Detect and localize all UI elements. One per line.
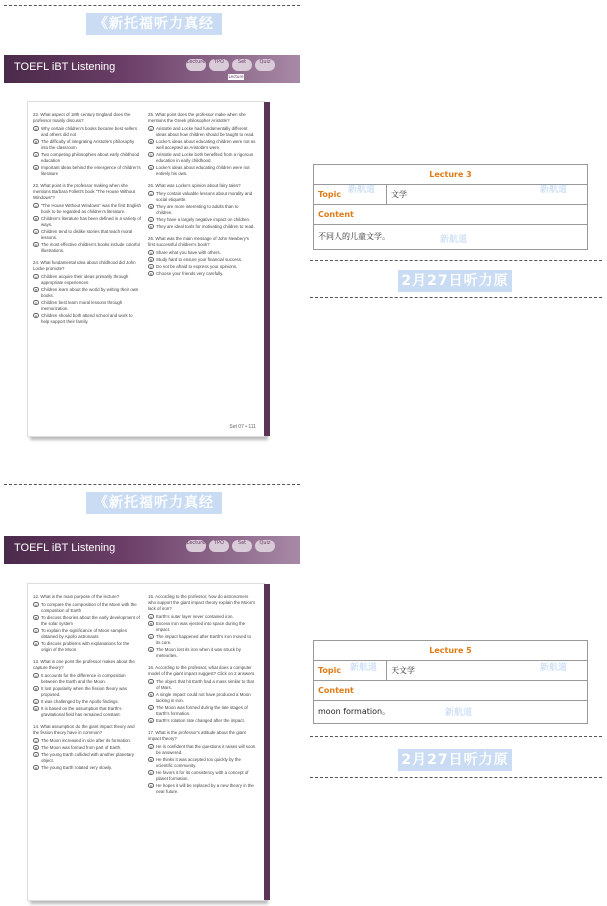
- option-bubble-icon: C: [34, 153, 38, 157]
- watermark: 新航道: [445, 708, 473, 718]
- answer-option: [148, 679, 256, 691]
- book-title: TOEFL iBT Listening: [14, 61, 116, 73]
- option-text: They contain valuable lessons about morality and social etiquette.: [156, 191, 253, 202]
- option-text: Children tend to dislike stories that teach moral lessons.: [41, 229, 133, 240]
- question-text: 26. What was the main message of John Newbery's first successful children's book?: [148, 236, 249, 247]
- question-text: 22. What aspect of 18th century England does the professor mainly discuss?: [33, 112, 131, 123]
- option-text: It was challenged by the Apollo findings.: [41, 699, 119, 704]
- option-text: Why certain children's books became best sellers and others did not: [41, 126, 138, 137]
- option-bubble-icon: B: [34, 288, 37, 292]
- book-header-2: [4, 536, 300, 564]
- option-bubble-icon: A: [149, 251, 152, 255]
- option-bubble-icon: A: [149, 192, 152, 196]
- answer-option: [33, 152, 141, 164]
- option-bubble-icon: A: [34, 674, 37, 678]
- answer-option: [148, 621, 256, 633]
- answer-option: [148, 224, 256, 230]
- answer-option: [148, 744, 256, 756]
- watermark: 新航道: [440, 235, 468, 245]
- option-bubble-icon: A: [149, 745, 152, 749]
- question-block: [148, 236, 256, 277]
- option-bubble-icon: D: [149, 784, 153, 788]
- option-text: Locke's ideas about educating children were not entirely his own.: [156, 165, 250, 176]
- option-text: Children learn about the world by writing their own books.: [41, 287, 139, 298]
- book-banner-1: 《新托福听力真经6》: [86, 13, 222, 35]
- header-pill: Lecture: [186, 59, 206, 71]
- book-banner-2: 《新托福听力真经6》: [86, 492, 222, 514]
- option-bubble-icon: B: [149, 205, 152, 209]
- answer-option: [148, 139, 256, 151]
- answer-option: [33, 673, 141, 685]
- question-text: 12. What is the main purpose of the lecture?: [33, 594, 120, 599]
- header-pill: TPO: [209, 59, 229, 71]
- question-text: 26. What was Locke's opinion about fairy tales?: [148, 183, 241, 188]
- option-text: Do not be afraid to express your opinions.: [156, 264, 238, 269]
- divider: [310, 297, 602, 298]
- divider: [310, 736, 602, 737]
- option-text: It accounts for the difference in composition between the Earth and the Moon.: [41, 673, 126, 684]
- option-text: A single impact could not have produced a Moon lacking in iron.: [156, 692, 251, 703]
- question-text: 23. What point is the professor making when she mentions Barbara Follett's book "The House Without Windows"?: [33, 183, 135, 200]
- question-text: 15. According to the professor, how do astronomers who support the giant impact theory explain the Moon's lack of iron?: [148, 594, 256, 611]
- answer-option: [33, 686, 141, 698]
- option-text: Earth's outer layer never contained iron.: [156, 614, 234, 619]
- content-label: Content: [318, 686, 354, 695]
- option-bubble-icon: B: [34, 687, 37, 691]
- option-bubble-icon: D: [149, 719, 153, 723]
- option-bubble-icon: C: [34, 230, 38, 234]
- answer-option: [33, 765, 141, 771]
- option-text: He favors it for its consistency with a concept of planet formation.: [156, 770, 249, 781]
- header-pill: TPO: [209, 540, 229, 552]
- option-text: Children acquire their ideas primarily through appropriate experiences.: [41, 274, 129, 285]
- divider-top: [4, 5, 300, 6]
- question-text: 14. What assumption do the giant impact theory and the fission theory have in common?: [33, 724, 135, 735]
- header-sub-badge: Lecture: [228, 74, 244, 79]
- option-text: They are more interesting to adults than to children.: [156, 204, 239, 215]
- answer-option: [148, 757, 256, 769]
- option-text: Aristotle and Locke both benefited from a rigorous education in early childhood.: [156, 152, 254, 163]
- option-bubble-icon: A: [34, 739, 37, 743]
- answer-option: [148, 257, 256, 263]
- option-bubble-icon: D: [149, 272, 153, 276]
- option-text: Children best learn moral lessons through memorization.: [41, 300, 123, 311]
- date-banner-1: 2月27日听力原题: [398, 270, 512, 292]
- question-column-right: [148, 594, 256, 801]
- content-label: Content: [318, 210, 354, 219]
- content-value: 不同人的儿童文学。: [318, 232, 390, 241]
- answer-option: [33, 602, 141, 614]
- answer-option: [33, 229, 141, 241]
- header-pill: Set: [232, 59, 252, 71]
- option-bubble-icon: B: [149, 622, 152, 626]
- question-text: 17. What is the professor's attitude about the giant impact theory?: [148, 730, 246, 741]
- answer-option: [33, 300, 141, 312]
- answer-option: [33, 216, 141, 228]
- answer-option: [148, 250, 256, 256]
- answer-option: [33, 752, 141, 764]
- answer-option: [148, 692, 256, 704]
- option-bubble-icon: B: [149, 258, 152, 262]
- option-bubble-icon: B: [149, 140, 152, 144]
- answer-option: [148, 718, 256, 724]
- option-text: He is confident that the questions it raises will soon be answered.: [156, 744, 256, 755]
- question-text: 13. What is one point the professor makes about the capture theory?: [33, 659, 135, 670]
- option-text: Study hard to ensure your financial success.: [156, 257, 243, 262]
- question-column-left: [33, 594, 141, 777]
- answer-option: [148, 634, 256, 646]
- answer-option: [33, 242, 141, 254]
- book-header-1: [4, 55, 300, 83]
- topic-value: 文学: [391, 190, 407, 199]
- question-block: [148, 112, 256, 177]
- header-pill: Quiz: [255, 540, 275, 552]
- option-bubble-icon: D: [34, 243, 38, 247]
- option-text: To discuss problems with explanations for the origin of the Moon: [41, 641, 130, 652]
- option-text: To compare the composition of the Moon with the composition of Earth: [41, 602, 137, 613]
- question-column-right: [148, 112, 256, 283]
- option-text: The young Earth rotated very slowly.: [41, 765, 112, 770]
- question-column-left: [33, 112, 141, 331]
- header-pill: Quiz: [255, 59, 275, 71]
- option-bubble-icon: D: [149, 225, 153, 229]
- answer-option: [33, 165, 141, 177]
- question-block: [148, 665, 256, 724]
- option-text: The most effective children's books include colorful illustrations.: [41, 242, 140, 253]
- book-page-1: [27, 101, 265, 437]
- answer-option: [33, 313, 141, 325]
- option-text: The Moon lost its iron when it was struck by meteorites.: [156, 647, 241, 658]
- option-text: The object that hit Earth had a mass similar to that of Mars.: [156, 679, 254, 690]
- answer-option: [148, 647, 256, 659]
- answer-option: [33, 738, 141, 744]
- option-text: Excess iron was ejected into space during the impact.: [156, 621, 246, 632]
- option-bubble-icon: D: [34, 766, 38, 770]
- answer-option: [148, 770, 256, 782]
- option-bubble-icon: D: [34, 314, 38, 318]
- option-bubble-icon: A: [34, 204, 37, 208]
- option-bubble-icon: D: [34, 642, 38, 646]
- topic-label: Topic: [314, 661, 387, 680]
- answer-option: [33, 641, 141, 653]
- option-bubble-icon: B: [149, 693, 152, 697]
- page-edge: [264, 102, 270, 436]
- answer-option: [33, 287, 141, 299]
- option-text: They have a largely negative impact on children.: [156, 217, 251, 222]
- answer-option: [148, 614, 256, 620]
- option-text: Locke's ideas about educating children were not as well accepted as Aristotle's were.: [156, 139, 256, 150]
- book-title: TOEFL iBT Listening: [14, 542, 116, 554]
- option-text: It lost popularity when the fission theory was proposed.: [41, 686, 127, 697]
- question-block: [33, 112, 141, 177]
- option-bubble-icon: C: [149, 265, 153, 269]
- question-text: 25. What point does the professor make when she mentions the Greek philosopher Aristotle?: [148, 112, 246, 123]
- option-text: Aristotle and Locke had fundamentally different ideas about how children should be taught to read.: [156, 126, 255, 137]
- answer-option: [148, 217, 256, 223]
- question-block: [33, 659, 141, 718]
- option-bubble-icon: B: [34, 616, 37, 620]
- header-pill: Set: [232, 540, 252, 552]
- content-value: moon formation。: [318, 707, 391, 716]
- question-text: 24. What fundamental idea about childhood did John Locke promote?: [33, 260, 136, 271]
- option-bubble-icon: A: [149, 127, 152, 131]
- question-block: [33, 183, 141, 254]
- answer-option: [148, 152, 256, 164]
- option-text: The Moon was formed during the late stages of Earth's formation.: [156, 705, 248, 716]
- option-text: The impact happened after Earth's iron moved to its core.: [156, 634, 252, 645]
- option-text: The difficulty of integrating Aristotle's philosophy into the classroom: [41, 139, 135, 150]
- option-bubble-icon: D: [34, 707, 38, 711]
- option-bubble-icon: B: [34, 140, 37, 144]
- option-bubble-icon: D: [149, 166, 153, 170]
- question-block: [148, 183, 256, 230]
- option-bubble-icon: C: [34, 753, 38, 757]
- page-edge: [264, 584, 270, 900]
- divider: [310, 260, 602, 261]
- answer-option: [148, 191, 256, 203]
- option-text: Children's literature has been defined in a variety of ways.: [41, 216, 141, 227]
- option-bubble-icon: D: [149, 648, 153, 652]
- option-bubble-icon: C: [149, 218, 153, 222]
- card-header: Lecture 3: [314, 165, 587, 185]
- option-bubble-icon: B: [149, 758, 152, 762]
- watermark: 新航道: [350, 663, 378, 673]
- answer-option: [148, 783, 256, 795]
- option-text: To explain the significance of Moon samples obtained by Apollo astronauts: [41, 628, 127, 639]
- watermark: 新航道: [540, 663, 568, 673]
- answer-option: [33, 706, 141, 718]
- option-text: Children should both attend school and work to help support their family.: [41, 313, 133, 324]
- option-text: Two competing philosophies about early childhood education: [41, 152, 140, 163]
- option-text: He hopes it will be replaced by a new theory in the near future.: [156, 783, 254, 794]
- answer-option: [148, 705, 256, 717]
- watermark: 新航道: [540, 185, 568, 195]
- question-block: [33, 594, 141, 653]
- watermark: 新航道: [348, 185, 376, 195]
- answer-option: [148, 271, 256, 277]
- option-text: The young Earth collided with another planetary object.: [41, 752, 134, 763]
- answer-option: [148, 264, 256, 270]
- option-text: He thinks it was accepted too quickly by the scientific community.: [156, 757, 241, 768]
- option-bubble-icon: A: [149, 615, 152, 619]
- option-text: The Moon was formed from part of Earth.: [41, 745, 122, 750]
- option-bubble-icon: C: [149, 706, 153, 710]
- question-text: 16. According to the professor, what does a computer model of the giant impact suggest? Click on 2 answers.: [148, 665, 256, 676]
- answer-option: [33, 628, 141, 640]
- option-text: They are ideal tools for motivating children to read.: [156, 224, 255, 229]
- divider: [310, 777, 602, 778]
- page-number: Set 07 • 111: [229, 424, 256, 430]
- answer-option: [33, 699, 141, 705]
- answer-option: [33, 126, 141, 138]
- question-block: [148, 730, 256, 795]
- option-bubble-icon: C: [149, 153, 153, 157]
- option-text: Important ideas behind the emergence of children's literature: [41, 165, 141, 176]
- date-banner-2: 2月27日听力原题: [398, 749, 512, 771]
- card-header: Lecture 5: [314, 641, 587, 661]
- answer-option: [33, 615, 141, 627]
- question-block: [33, 724, 141, 771]
- option-text: Earth's rotation rate changed after the impact.: [156, 718, 245, 723]
- option-text: It is based on the assumption that Earth's gravitational field has remained constant.: [41, 706, 122, 717]
- answer-option: [33, 139, 141, 151]
- question-block: [33, 260, 141, 325]
- option-text: Choose your friends very carefully.: [156, 271, 224, 276]
- option-text: The Moon increased in size after its formation.: [41, 738, 132, 743]
- option-text: "The House Without Windows" was the first English book to be regarded as children's literature.: [41, 203, 141, 214]
- answer-option: [148, 165, 256, 177]
- option-bubble-icon: B: [34, 746, 37, 750]
- answer-option: [33, 745, 141, 751]
- option-bubble-icon: A: [34, 127, 37, 131]
- option-bubble-icon: D: [34, 166, 38, 170]
- option-bubble-icon: C: [34, 700, 38, 704]
- answer-option: [33, 274, 141, 286]
- option-bubble-icon: C: [149, 771, 153, 775]
- answer-option: [33, 203, 141, 215]
- option-bubble-icon: A: [34, 603, 37, 607]
- option-bubble-icon: C: [34, 301, 38, 305]
- option-text: Share what you have with others.: [156, 250, 221, 255]
- topic-value: 天文学: [391, 666, 415, 675]
- option-text: To discuss theories about the early development of the solar system: [41, 615, 140, 626]
- option-bubble-icon: A: [34, 275, 37, 279]
- question-block: [148, 594, 256, 659]
- header-pill: Lecture: [186, 540, 206, 552]
- answer-option: [148, 126, 256, 138]
- answer-option: [148, 204, 256, 216]
- book-page-2: [27, 583, 265, 901]
- divider: [4, 484, 300, 485]
- option-bubble-icon: C: [149, 635, 153, 639]
- topic-label: Topic: [314, 185, 387, 204]
- option-bubble-icon: A: [149, 680, 152, 684]
- option-bubble-icon: C: [34, 629, 38, 633]
- option-bubble-icon: B: [34, 217, 37, 221]
